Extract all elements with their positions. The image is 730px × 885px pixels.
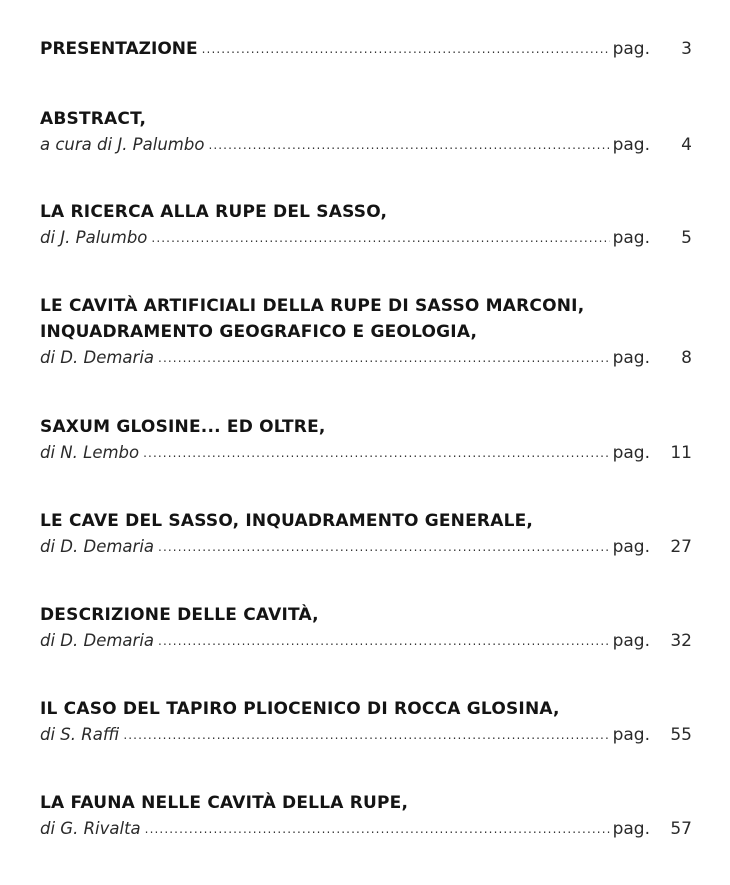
toc-entry-author: di N. Lembo (40, 443, 140, 462)
page-label: pag. (612, 631, 650, 651)
dot-leader (158, 345, 610, 371)
toc-entry-author-line (40, 225, 692, 252)
page-label: pag. (612, 39, 650, 59)
toc-entry-author-line (40, 345, 692, 372)
page-number: 55 (670, 725, 692, 745)
toc-entry-title: SAXUM GLOSINE... ED OLTRE, (40, 417, 326, 437)
page-number: 5 (681, 228, 692, 248)
toc-entry-saxum-glosine (40, 414, 692, 467)
toc-entry-author: di D. Demaria (40, 631, 155, 650)
dot-leader (151, 225, 609, 251)
page-number: 3 (681, 39, 692, 59)
page-number: 8 (681, 348, 692, 368)
page-label: pag. (612, 537, 650, 557)
toc-entry-la-ricerca (40, 199, 692, 252)
toc-entry-title: PRESENTAZIONE (40, 39, 198, 59)
toc-entry-title: LA FAUNA NELLE CAVITÀ DELLA RUPE, (40, 793, 409, 813)
page-label: pag. (612, 135, 650, 155)
page-number: 27 (670, 537, 692, 557)
page-number: 11 (670, 443, 692, 463)
page-label: pag. (612, 819, 650, 839)
toc-entry-descrizione-delle-cavita (40, 602, 692, 655)
toc-entry-title: LA RICERCA ALLA RUPE DEL SASSO, (40, 202, 388, 222)
toc-entry-title: DESCRIZIONE DELLE CAVITÀ, (40, 605, 319, 625)
toc-entry-author: a cura di J. Palumbo (40, 135, 205, 154)
dot-leader (123, 722, 609, 748)
toc-entry-author-line (40, 440, 692, 467)
toc-entry-il-caso-del-tapiro (40, 696, 692, 749)
toc-entry-la-fauna-nelle-cavita (40, 790, 692, 843)
toc-entry-author-line (40, 816, 692, 843)
page-label: pag. (612, 348, 650, 368)
toc-entry-author-line (40, 628, 692, 655)
toc-entry-title: LE CAVITÀ ARTIFICIALI DELLA RUPE DI SASSO MARCONI, (40, 296, 585, 316)
toc-entry-author-line (40, 722, 692, 749)
toc-entry-author: di G. Rivalta (40, 819, 141, 838)
toc-entry-le-cavita-artificiali (40, 293, 692, 372)
toc-entry-title: IL CASO DEL TAPIRO PLIOCENICO DI ROCCA GLOSINA, (40, 699, 560, 719)
page-label: pag. (612, 725, 650, 745)
toc-entry-title-continued: INQUADRAMENTO GEOGRAFICO E GEOLOGIA, (40, 322, 478, 342)
dot-leader (145, 816, 610, 842)
dot-leader (158, 628, 610, 654)
toc-entry-author-line (40, 132, 692, 159)
dot-leader (202, 36, 610, 62)
toc-entry-author: di D. Demaria (40, 348, 155, 367)
page-label: pag. (612, 228, 650, 248)
toc-entry-presentazione (40, 36, 692, 63)
toc-entry-author: di D. Demaria (40, 537, 155, 556)
toc-entry-line (40, 36, 692, 63)
toc-entry-author-line (40, 534, 692, 561)
dot-leader (143, 440, 609, 466)
page-number: 57 (670, 819, 692, 839)
toc-entry-le-cave-del-sasso (40, 508, 692, 561)
page-number: 32 (670, 631, 692, 651)
dot-leader (158, 534, 610, 560)
toc-entry-author: di S. Raffi (40, 725, 120, 744)
page-number: 4 (681, 135, 692, 155)
toc-entry-abstract (40, 106, 692, 159)
dot-leader (208, 132, 609, 158)
toc-entry-author: di J. Palumbo (40, 228, 148, 247)
toc-entry-title: ABSTRACT, (40, 109, 147, 129)
page-label: pag. (612, 443, 650, 463)
toc-entry-title: LE CAVE DEL SASSO, INQUADRAMENTO GENERALE, (40, 511, 534, 531)
